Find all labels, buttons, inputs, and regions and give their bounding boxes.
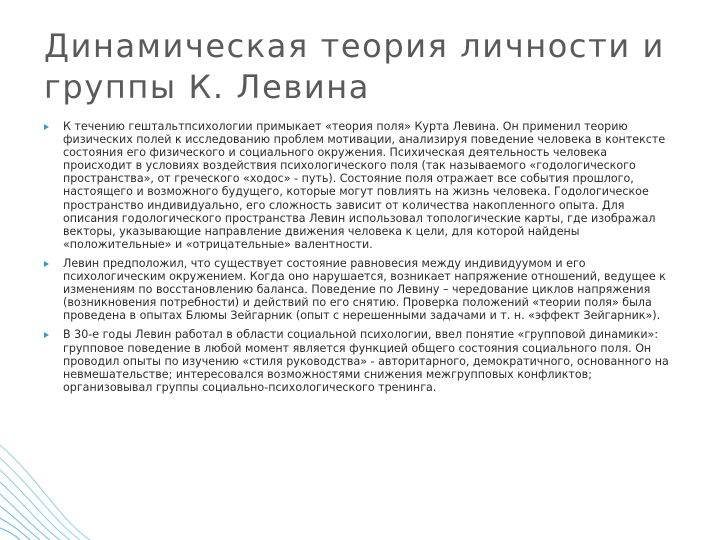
wave-line-5 xyxy=(0,494,50,540)
bullet-text-3: В 30-е годы Левин работал в области социальной психологии, ввел понятие «групповой динамики»: групповое поведение в любой момент является функцией общего состояния социального поля. Он проводил опыты по изучению «стиля руководства» - авторитарного, демократичного, основанного на невмешательстве; интересовался возможностями снижения межгрупповых конфликтов; организовывал группы социально-психологического тренинга. xyxy=(63,328,669,394)
bullet-text-2: Левин предположил, что существует состояние равновесия между индивидуумом и его психологическим окружением. Когда оно нарушается, возникает напряжение отношений, ведущее к изменениям по восстановлению баланса. Поведение по Левину – чередование циклов напряжения (возникновения потребности) и действий по его снятию. Проверка положений «теории поля» была проведена в опытах Блюмы Зейгарник (опыт с нерешенными задачами и т. н. «эффект Зейгарник»). xyxy=(63,256,666,323)
wave-line-2 xyxy=(0,458,80,540)
wave-decoration xyxy=(0,410,720,540)
bullet-item-2 xyxy=(44,257,676,322)
triangle-bullet-icon xyxy=(44,124,49,130)
slide-title: Динамическая теория личности и группы К. Левина xyxy=(44,27,665,106)
wave-line-3 xyxy=(0,470,70,540)
bullet-list xyxy=(44,120,676,400)
bullet-item-3 xyxy=(44,328,676,393)
wave-line-8 xyxy=(0,528,20,540)
bullet-text-1: К течению гештальтпсихологии примыкает «теория поля» Курта Левина. Он применил теорию физических полей к исследованию проблем мотивации, анализируя поведение человека в контексте состояния его физического и социального окружения. Психическая деятельность человека происходит в условиях воздействия психологического поля (так называемого «годологического пространства», от греческого «ходос» - путь). Состояние поля отражает все события прошлого, настоящего и возможного будущего, которые могут повлиять на жизнь человека. Годологическое пространство индивидуально, его сложность зависит от количества накопленного опыта. Для описания годологического пространства Левин использовал топологические карты, где изображал векторы, указывающие направление движения человека к цели, для которой найдены «положительные» и «отрицательные» валентности. xyxy=(63,120,666,251)
wave-line-6 xyxy=(0,506,40,540)
triangle-bullet-icon xyxy=(44,332,49,338)
wave-line-1 xyxy=(0,445,90,540)
bullet-item-1 xyxy=(44,120,676,251)
triangle-bullet-icon xyxy=(44,261,49,267)
wave-line-7 xyxy=(0,518,30,540)
